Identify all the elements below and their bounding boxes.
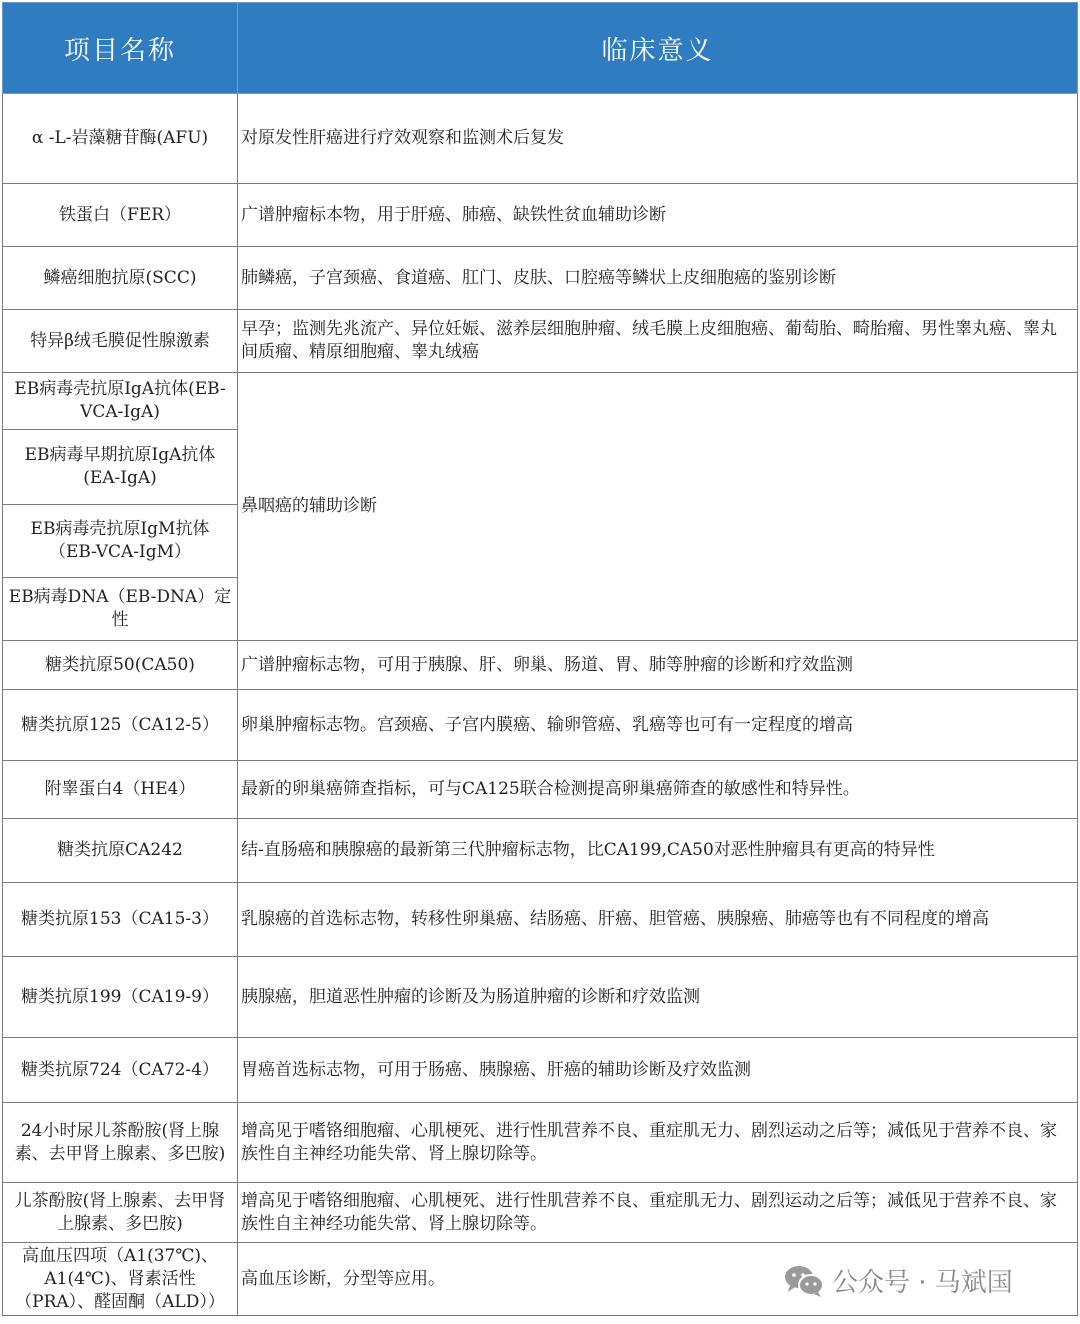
item-name: EB病毒壳抗原IgA抗体(EB-VCA-IgA) — [3, 373, 238, 430]
table-row — [3, 247, 1078, 310]
item-meaning: 胰腺癌，胆道恶性肿瘤的诊断及为肠道肿瘤的诊断和疗效监测 — [238, 957, 1078, 1038]
item-name: 附睾蛋白4（HE4） — [3, 761, 238, 819]
item-name: 糖类抗原50(CA50) — [3, 641, 238, 690]
table-row — [3, 957, 1078, 1038]
table-row — [3, 819, 1078, 883]
item-meaning: 乳腺癌的首选标志物，转移性卵巢癌、结肠癌、肝癌、胆管癌、胰腺癌、肺癌等也有不同程度的增高 — [238, 883, 1078, 957]
tumor-marker-table — [2, 2, 1078, 1316]
item-name: 糖类抗原CA242 — [3, 819, 238, 883]
table-row — [3, 761, 1078, 819]
item-meaning: 胃癌首选标志物，可用于肠癌、胰腺癌、肝癌的辅助诊断及疗效监测 — [238, 1038, 1078, 1103]
item-meaning: 早孕；监测先兆流产、异位妊娠、滋养层细胞肿瘤、绒毛膜上皮细胞癌、葡萄胎、畸胎瘤、男性睾丸癌、睾丸间质瘤、精原细胞瘤、睾丸绒癌 — [238, 310, 1078, 373]
item-meaning: 广谱肿瘤标本物，用于肝癌、肺癌、缺铁性贫血辅助诊断 — [238, 184, 1078, 247]
header-clinical-meaning: 临床意义 — [238, 3, 1078, 94]
item-meaning: 增高见于嗜铬细胞瘤、心肌梗死、进行性肌营养不良、重症肌无力、剧烈运动之后等；减低见于营养不良、家族性自主神经功能失常、肾上腺切除等。 — [238, 1103, 1078, 1183]
item-name: 特异β绒毛膜促性腺激素 — [3, 310, 238, 373]
wechat-icon — [784, 1264, 824, 1298]
item-meaning: 广谱肿瘤标志物，可用于胰腺、肝、卵巢、肠道、胃、肺等肿瘤的诊断和疗效监测 — [238, 641, 1078, 690]
table-row — [3, 883, 1078, 957]
table-row — [3, 1183, 1078, 1243]
item-name: 糖类抗原125（CA12-5） — [3, 690, 238, 761]
item-name: 糖类抗原199（CA19-9） — [3, 957, 238, 1038]
item-name: 儿茶酚胺(肾上腺素、去甲肾上腺素、多巴胺) — [3, 1183, 238, 1243]
table-header-row — [3, 3, 1078, 94]
item-name: 鳞癌细胞抗原(SCC) — [3, 247, 238, 310]
item-name: 24小时尿儿茶酚胺(肾上腺素、去甲肾上腺素、多巴胺) — [3, 1103, 238, 1183]
item-meaning: 对原发性肝癌进行疗效观察和监测术后复发 — [238, 94, 1078, 184]
watermark — [784, 1262, 1013, 1299]
item-meaning: 鼻咽癌的辅助诊断 — [238, 373, 1078, 641]
table-row — [3, 641, 1078, 690]
item-meaning: 卵巢肿瘤标志物。宫颈癌、子宫内膜癌、输卵管癌、乳癌等也可有一定程度的增高 — [238, 690, 1078, 761]
watermark-text: 公众号 · 马斌国 — [832, 1268, 1013, 1298]
item-meaning: 肺鳞癌，子宫颈癌、食道癌、肛门、皮肤、口腔癌等鳞状上皮细胞癌的鉴别诊断 — [238, 247, 1078, 310]
table-row — [3, 690, 1078, 761]
item-name: EB病毒DNA（EB-DNA）定性 — [3, 578, 238, 641]
table-row — [3, 1038, 1078, 1103]
item-name: EB病毒壳抗原IgM抗体（EB-VCA-IgM） — [3, 505, 238, 578]
table-row — [3, 373, 1078, 430]
item-name: 铁蛋白（FER） — [3, 184, 238, 247]
item-name: α -L-岩藻糖苷酶(AFU) — [3, 94, 238, 184]
table-row — [3, 1103, 1078, 1183]
item-meaning: 增高见于嗜铬细胞瘤、心肌梗死、进行性肌营养不良、重症肌无力、剧烈运动之后等；减低见于营养不良、家族性自主神经功能失常、肾上腺切除等。 — [238, 1183, 1078, 1243]
item-meaning: 结-直肠癌和胰腺癌的最新第三代肿瘤标志物，比CA199,CA50对恶性肿瘤具有更高的特异性 — [238, 819, 1078, 883]
table-row — [3, 310, 1078, 373]
table-row — [3, 184, 1078, 247]
item-meaning: 高血压诊断，分型等应用。 — [238, 1243, 1078, 1316]
item-name: 糖类抗原724（CA72-4） — [3, 1038, 238, 1103]
item-meaning: 最新的卵巢癌筛查指标，可与CA125联合检测提高卵巢癌筛查的敏感性和特异性。 — [238, 761, 1078, 819]
table-row — [3, 94, 1078, 184]
item-name: 糖类抗原153（CA15-3） — [3, 883, 238, 957]
item-name: 高血压四项（A1(37℃)、A1(4℃)、肾素活性（PRA）、醛固酮（ALD）） — [3, 1243, 238, 1316]
header-project-name: 项目名称 — [3, 3, 238, 94]
item-name: EB病毒早期抗原IgA抗体(EA-IgA) — [3, 430, 238, 505]
